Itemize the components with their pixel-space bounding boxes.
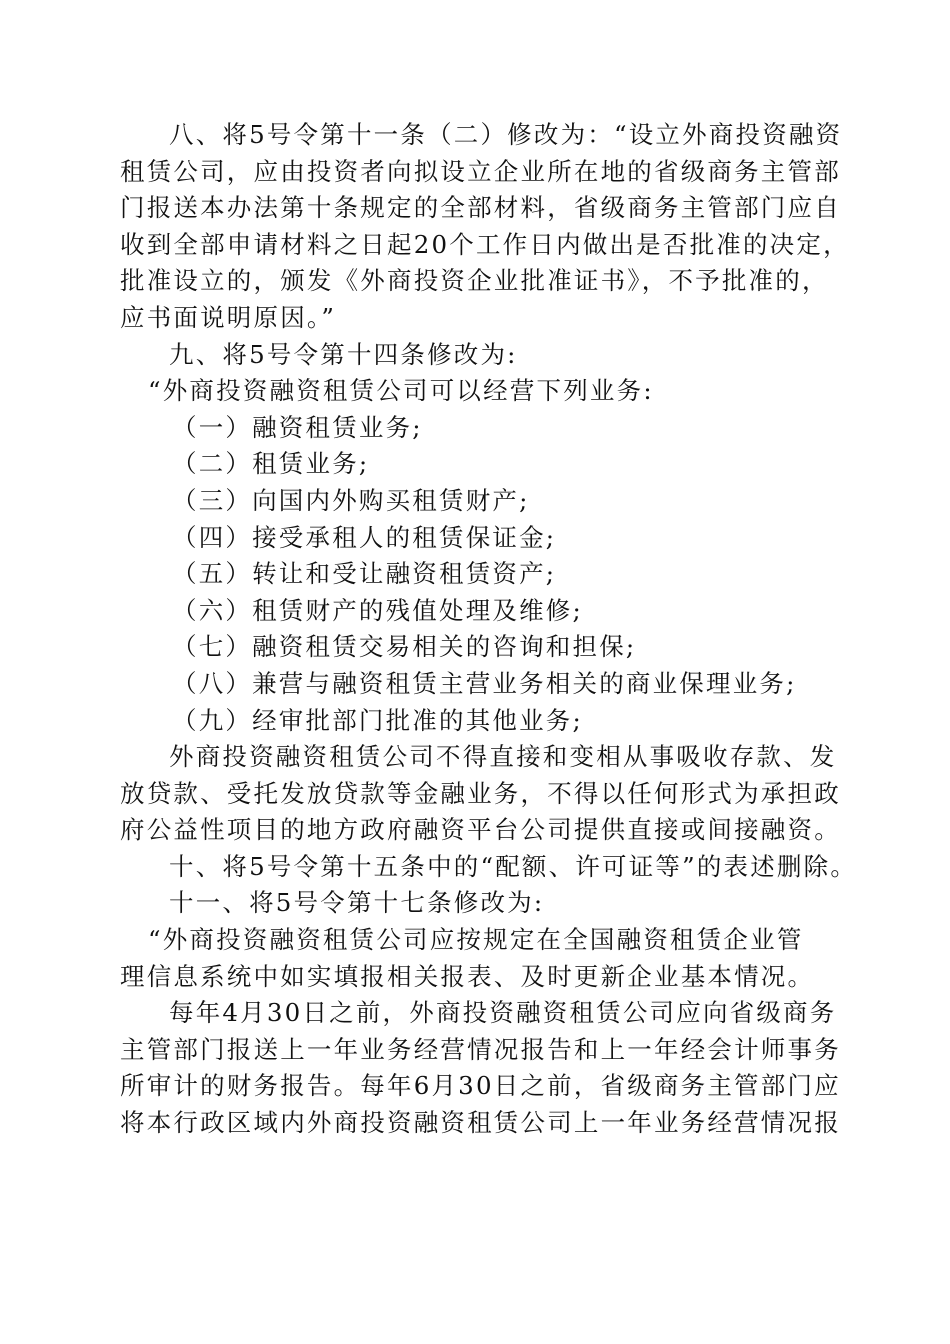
list-item: （六）租赁财产的残值处理及维修; [172,595,583,625]
paragraph-line: “外商投资融资租赁公司可以经营下列业务: [148,376,654,406]
list-item: （一）融资租赁业务; [172,412,423,442]
paragraph-line: 将本行政区域内外商投资融资租赁公司上一年业务经营情况报 [120,1108,841,1138]
paragraph-line: 收到全部申请材料之日起20个工作日内做出是否批准的决定， [120,229,850,259]
paragraph-line: 每年4月30日之前，外商投资融资租赁公司应向省级商务 [169,998,837,1028]
paragraph-line: 应书面说明原因。” [120,302,337,332]
list-item: （二）租赁业务; [172,449,370,479]
paragraph-line: 府公益性项目的地方政府融资平台公司提供直接或间接融资。 [120,815,841,845]
paragraph-line: 所审计的财务报告。每年6月30日之前，省级商务主管部门应 [120,1071,841,1101]
paragraph-line: 八、将5号令第十一条（二）修改为：“设立外商投资融资 [169,120,843,149]
paragraph-line: 批准设立的，颁发《外商投资企业批准证书》，不予批准的， [120,266,829,296]
list-item: （七）融资租赁交易相关的咨询和担保; [172,632,637,662]
list-item: （八）兼营与融资租赁主营业务相关的商业保理业务; [172,668,797,698]
document-body [120,117,858,1142]
list-item: （九）经审批部门批准的其他业务; [172,705,583,735]
paragraph-line: 主管部门报送上一年业务经营情况报告和上一年经会计师事务 [120,1034,841,1064]
list-item: （三）向国内外购买租赁财产; [172,485,530,515]
list-item: （四）接受承租人的租赁保证金; [172,522,557,552]
paragraph-line: 外商投资融资租赁公司不得直接和变相从事吸收存款、发 [169,742,837,772]
paragraph-line: 理信息系统中如实填报相关报表、及时更新企业基本情况。 [120,961,815,991]
paragraph-line: 放贷款、受托发放贷款等金融业务，不得以任何形式为承担政 [120,778,841,808]
paragraph-line: 十一、将5号令第十七条修改为: [169,888,545,918]
paragraph-line: 门报送本办法第十条规定的全部材料，省级商务主管部门应自 [120,193,841,223]
paragraph-line: 九、将5号令第十四条修改为: [169,339,518,369]
paragraph-line: “外商投资融资租赁公司应按规定在全国融资租赁企业管 [148,925,804,955]
paragraph-line: 十、将5号令第十五条中的“配额、许可证等”的表述删除。 [169,851,858,881]
list-item: （五）转让和受让融资租赁资产; [172,559,557,589]
paragraph-line: 租赁公司，应由投资者向拟设立企业所在地的省级商务主管部 [120,156,841,186]
